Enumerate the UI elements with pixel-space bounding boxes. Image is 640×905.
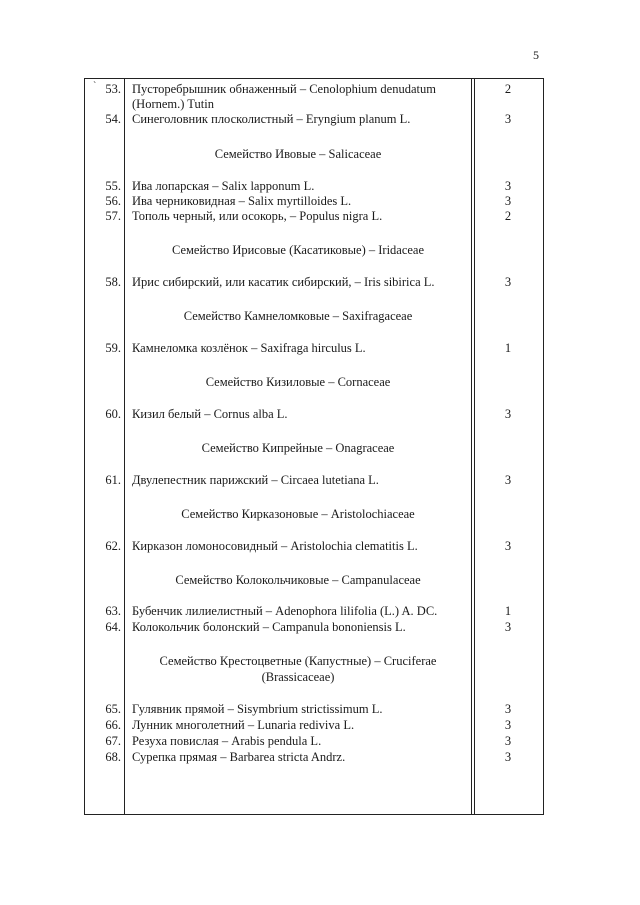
family-heading: Семейство Колокольчиковые – Campanulaceae (175, 573, 421, 587)
family-heading-continuation: (Brassicaceae) (261, 670, 335, 684)
family-heading: Семейство Кизиловые – Cornaceae (205, 375, 391, 389)
family-heading: Семейство Камнеломковые – Saxifragaceae (183, 309, 413, 323)
family-heading: Семейство Ирисовые (Касатиковые) – Iridaceae (171, 243, 425, 257)
family-heading: Семейство Кирказоновые – Aristolochiaceae (181, 507, 415, 521)
species-table: ` 53. Пусторебрышник обнаженный – Cenolophium denudatum 2 (Hornem.) Tutin 54. Синеголовник плосколистный – Eryngium planum L. 3 Семейство Ивовые – Salicaceae 55. Ива лопарская – Salix lapponum L. 3 56. Ива черниковидная – Salix myrtilloides L. 3 57. Тополь черный, или осокорь, – Populus nigra L. 2 Семейство Ирисовые (Касатиковые) – Iridaceae 58. Ирис сибирский, или касатик сибирский, – Iris sibirica L. 3 Семейство Камнеломковые – Saxifragaceae 59. Камнеломка козлёнок – Saxifraga hirculus L. 1 Семейство Кизиловые – Cornaceae 60. Кизил белый – Cornus alba L. 3 Семейство Кипрейные – Onagraceae 61. Двулепестник парижский – Circaea lutetiana L. 3 Семейство Кирказоновые – Aristolochiaceae 62. Кирказон ломоносовидный – Aristolochia clematitis L. 3 Семейство Колокольчиковые – Campanulaceae 63. Бубенчик лилиелистный – Adenophora lilifolia (L.) A. DC. 1 64. Колокольчик болонский – Campanula bononiensis L. 3 Семейство Крестоцветные (Капустные) – Cruciferae (Brassicaceae) 65. Гулявник прямой – Sisymbrium strictissimum L. 3 66. Лунник многолетний – Lunaria rediviva L. 3 67. Резуха повислая – Arabis pendula L. 3 68. Сурепка прямая – Barbarea stricta Andrz. 3 (84, 78, 544, 815)
column-divider (471, 79, 472, 814)
page-number: 5 (533, 48, 539, 62)
family-heading: Семейство Кипрейные – Onagraceae (201, 441, 395, 455)
column-divider (474, 79, 475, 814)
family-heading: Семейство Ивовые – Salicaceae (214, 147, 382, 161)
family-heading: Семейство Крестоцветные (Капустные) – Cruciferae (159, 654, 437, 668)
corner-mark: ` (93, 81, 97, 92)
